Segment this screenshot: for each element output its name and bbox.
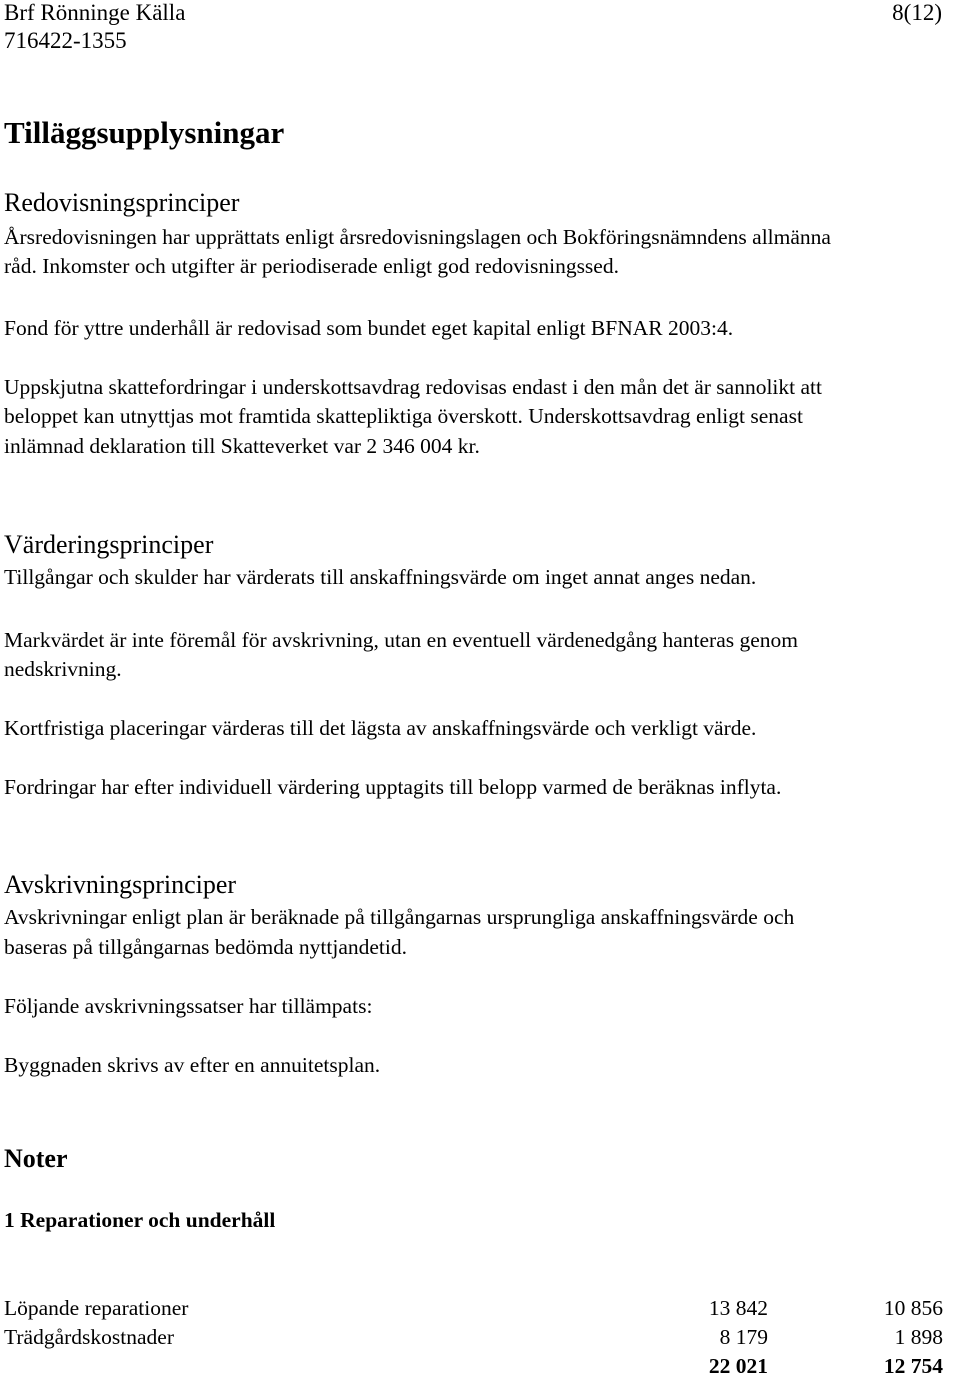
section-heading-avskrivningsprinciper: Avskrivningsprinciper (4, 870, 237, 899)
note-heading: 1 Reparationer och underhåll (4, 1208, 276, 1232)
paragraph-line: Markvärdet är inte föremål för avskrivning, utan en eventuell värdenedgång hanteras genom (4, 628, 798, 652)
paragraph-line: Uppskjutna skattefordringar i underskottsavdrag redovisas endast i den mån det är sannolikt att (4, 375, 822, 399)
organization-name: Brf Rönninge Källa (4, 0, 186, 25)
paragraph-line: Fond för yttre underhåll är redovisad som bundet eget kapital enligt BFNAR 2003:4. (4, 316, 734, 340)
row-label: Trädgårdskostnader (4, 1325, 174, 1349)
organization-number: 716422-1355 (4, 28, 127, 53)
row-label: Löpande reparationer (4, 1296, 189, 1320)
current-year-amount: 13 842 (708, 1296, 768, 1320)
previous-year-total: 12 754 (883, 1354, 943, 1378)
paragraph-line: Byggnaden skrivs av efter en annuitetsplan. (4, 1053, 381, 1077)
current-year-amount: 8 179 (719, 1325, 768, 1349)
page-title: Tilläggsupplysningar (4, 115, 285, 150)
paragraph-line: inlämnad deklaration till Skatteverket var 2 346 004 kr. (4, 434, 480, 458)
current-year-total: 22 021 (708, 1354, 768, 1378)
paragraph-line: beloppet kan utnyttjas mot framtida skattepliktiga överskott. Underskottsavdrag enligt senast (4, 404, 803, 428)
section-heading-redovisningsprinciper: Redovisningsprinciper (4, 188, 240, 217)
paragraph-line: Avskrivningar enligt plan är beräknade på tillgångarnas ursprungliga anskaffningsvärde och (4, 905, 795, 929)
paragraph-line: Fordringar har efter individuell värdering upptagits till belopp varmed de beräknas inflyta. (4, 775, 782, 799)
paragraph-line: baseras på tillgångarnas bedömda nyttjandetid. (4, 935, 407, 959)
section-heading-noter: Noter (4, 1144, 68, 1173)
paragraph-line: Kortfristiga placeringar värderas till det lägsta av anskaffningsvärde och verkligt värde. (4, 716, 757, 740)
paragraph-line: nedskrivning. (4, 657, 122, 681)
paragraph-line: Tillgångar och skulder har värderats till anskaffningsvärde om inget annat anges nedan. (4, 565, 757, 589)
paragraph-line: Följande avskrivningssatser har tillämpats: (4, 994, 373, 1018)
previous-year-amount: 10 856 (883, 1296, 943, 1320)
previous-year-amount: 1 898 (894, 1325, 943, 1349)
page-number: 8(12) (892, 0, 942, 25)
section-heading-varderingsprinciper: Värderingsprinciper (4, 530, 214, 559)
paragraph-line: råd. Inkomster och utgifter är periodiserade enligt god redovisningssed. (4, 254, 619, 278)
paragraph-line: Årsredovisningen har upprättats enligt årsredovisningslagen och Bokföringsnämndens allmänna (4, 225, 831, 249)
